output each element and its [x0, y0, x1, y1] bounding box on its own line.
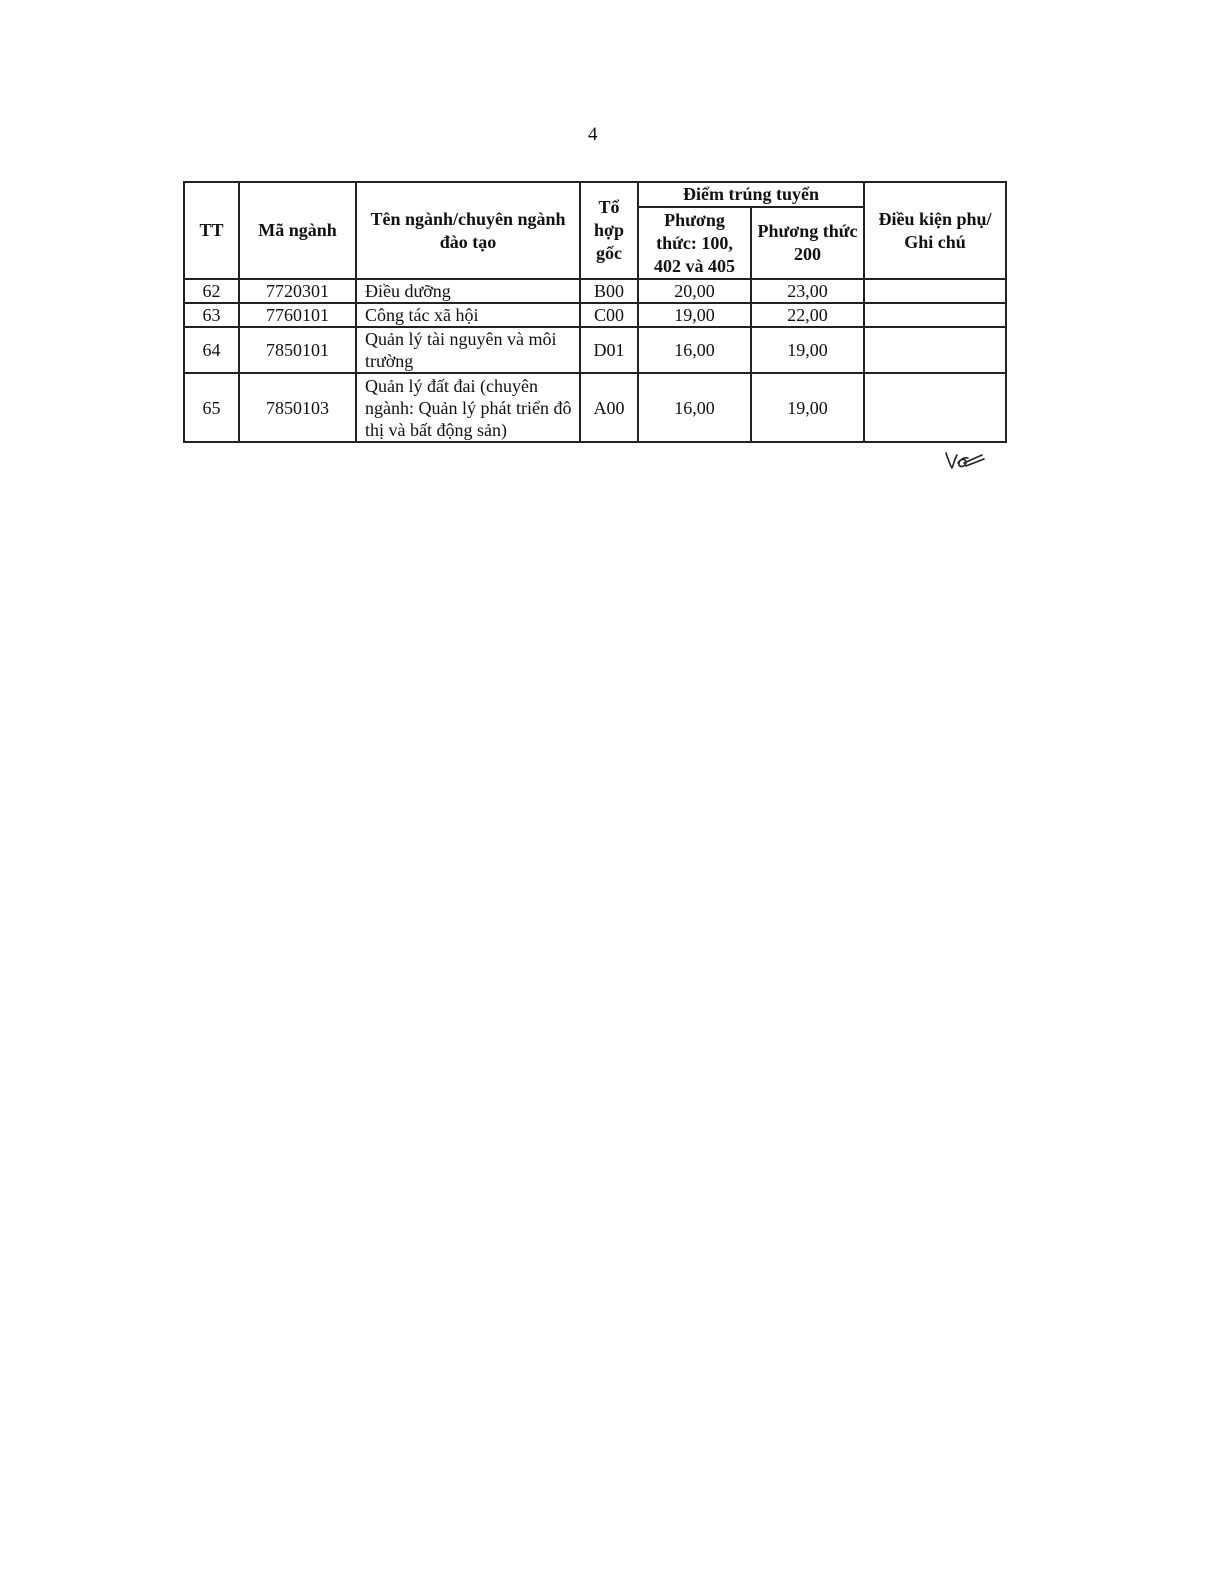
- table-row: [184, 327, 1006, 373]
- cell-ten-nganh: Quản lý tài nguyên và môi trường: [356, 327, 580, 373]
- header-ten-nganh: Tên ngành/chuyên ngành đào tạo: [356, 182, 580, 279]
- admission-score-table: [183, 181, 1007, 443]
- header-to-hop: Tổ hợp gốc: [580, 182, 638, 279]
- cell-phuong-thuc-100: 16,00: [638, 327, 751, 373]
- cell-phuong-thuc-200: 19,00: [751, 327, 864, 373]
- cell-ma-nganh: 7720301: [239, 279, 356, 303]
- cell-to-hop: D01: [580, 327, 638, 373]
- cell-phuong-thuc-100: 20,00: [638, 279, 751, 303]
- header-phuong-thuc-200: Phương thức 200: [751, 207, 864, 279]
- cell-tt: 65: [184, 373, 239, 442]
- cell-ma-nganh: 7850103: [239, 373, 356, 442]
- cell-phuong-thuc-200: 22,00: [751, 303, 864, 327]
- table-row: [184, 303, 1006, 327]
- header-ma-nganh: Mã ngành: [239, 182, 356, 279]
- cell-tt: 64: [184, 327, 239, 373]
- cell-to-hop: B00: [580, 279, 638, 303]
- cell-ten-nganh: Công tác xã hội: [356, 303, 580, 327]
- header-tt: TT: [184, 182, 239, 279]
- header-dieu-kien: Điều kiện phụ/ Ghi chú: [864, 182, 1006, 279]
- cell-ghi-chu: [864, 373, 1006, 442]
- cell-ghi-chu: [864, 327, 1006, 373]
- cell-tt: 63: [184, 303, 239, 327]
- cell-ten-nganh: Điều dưỡng: [356, 279, 580, 303]
- cell-ghi-chu: [864, 279, 1006, 303]
- cell-phuong-thuc-200: 19,00: [751, 373, 864, 442]
- page-number: 4: [588, 124, 598, 145]
- cell-ma-nganh: 7760101: [239, 303, 356, 327]
- cell-ghi-chu: [864, 303, 1006, 327]
- header-phuong-thuc-100: Phương thức: 100, 402 và 405: [638, 207, 751, 279]
- cell-ten-nganh: Quản lý đất đai (chuyên ngành: Quản lý phát triển đô thị và bất động sản): [356, 373, 580, 442]
- cell-phuong-thuc-200: 23,00: [751, 279, 864, 303]
- table-row: [184, 373, 1006, 442]
- cell-phuong-thuc-100: 19,00: [638, 303, 751, 327]
- cell-phuong-thuc-100: 16,00: [638, 373, 751, 442]
- cell-to-hop: A00: [580, 373, 638, 442]
- cell-to-hop: C00: [580, 303, 638, 327]
- cell-tt: 62: [184, 279, 239, 303]
- header-diem-trung-tuyen: Điểm trúng tuyển: [638, 182, 864, 207]
- table-row: [184, 279, 1006, 303]
- signature-initials: [944, 449, 986, 471]
- cell-ma-nganh: 7850101: [239, 327, 356, 373]
